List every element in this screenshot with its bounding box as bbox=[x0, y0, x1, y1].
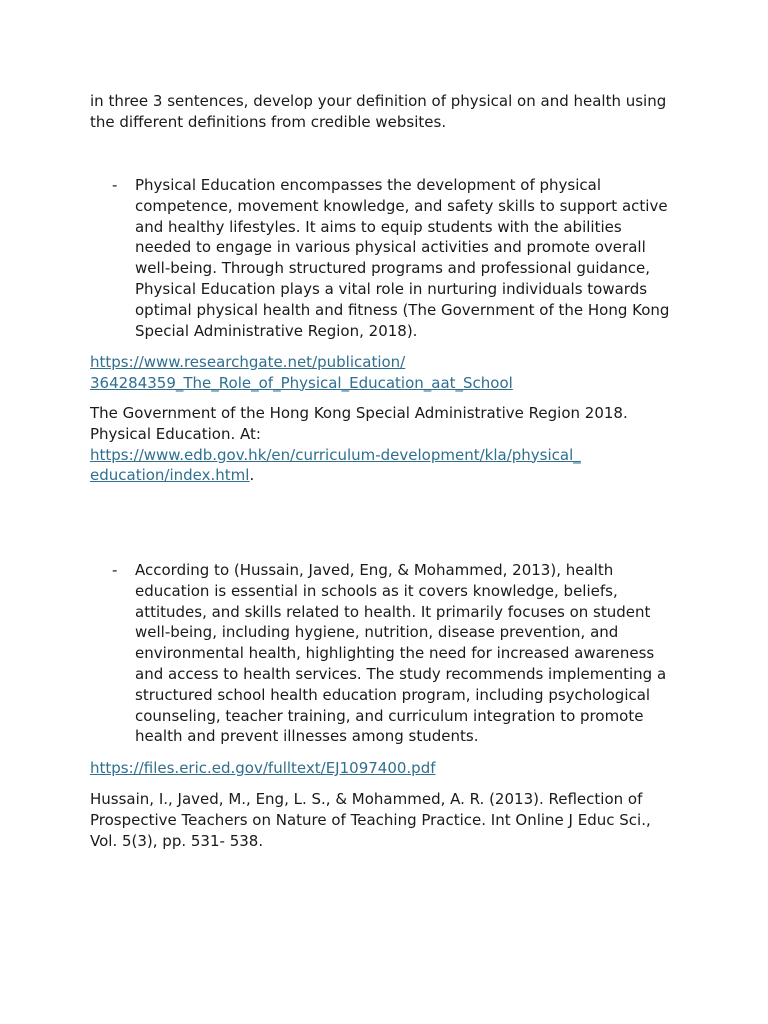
bullet-dash: - bbox=[112, 561, 118, 579]
bullet-line: and healthy lifestyles. It aims to equip students with the abilities bbox=[135, 217, 622, 236]
intro-line: in three 3 sentences, develop your definition of physical on and health using bbox=[90, 92, 667, 110]
reference-hk-government bbox=[90, 403, 690, 486]
reference-line: Physical Education. At: bbox=[90, 424, 261, 443]
reference-line: The Government of the Hong Kong Special Administrative Region 2018. bbox=[90, 404, 628, 422]
researchgate-link[interactable]: 364284359_The_Role_of_Physical_Education_aat_School bbox=[90, 373, 513, 392]
bullet-line: and access to health services. The study recommends implementing a bbox=[135, 664, 667, 683]
bullet-line: counseling, teacher training, and curriculum integration to promote bbox=[135, 706, 644, 725]
bullet-line: Special Administrative Region, 2018). bbox=[135, 321, 418, 340]
reference-line: Vol. 5(3), pp. 531- 538. bbox=[90, 831, 264, 850]
bullet-line: structured school health education program, including psychological bbox=[135, 685, 651, 704]
bullet-text bbox=[135, 175, 695, 341]
reference-period: . bbox=[249, 466, 255, 485]
bullet-line: education is essential in schools as it covers knowledge, beliefs, bbox=[135, 581, 618, 600]
bullet-text bbox=[135, 560, 695, 747]
reference-line: Hussain, I., Javed, M., Eng, L. S., & Mohammed, A. R. (2013). Reflection of bbox=[90, 790, 643, 808]
bullet-line: According to (Hussain, Javed, Eng, & Mohammed, 2013), health bbox=[135, 561, 614, 579]
edb-link[interactable]: education/index.html bbox=[90, 466, 250, 485]
bullet-line: environmental health, highlighting the need for increased awareness bbox=[135, 644, 655, 663]
eric-link[interactable]: https://files.eric.ed.gov/fulltext/EJ1097400.pdf bbox=[90, 759, 436, 777]
bullet-line: well-being. Through structured programs and professional guidance, bbox=[135, 259, 650, 278]
reference-line: Prospective Teachers on Nature of Teaching Practice. Int Online J Educ Sci., bbox=[90, 810, 651, 829]
bullet-line: needed to engage in various physical activities and promote overall bbox=[135, 238, 646, 257]
bullet-line: health and prevent illnesses among students. bbox=[135, 727, 479, 746]
intro-line: the different definitions from credible websites. bbox=[90, 112, 447, 131]
bullet-line: well-being, including hygiene, nutrition, disease prevention, and bbox=[135, 623, 619, 642]
bullet-line: optimal physical health and fitness (The Government of the Hong Kong bbox=[135, 300, 670, 319]
bullet-line: Physical Education plays a vital role in nurturing individuals towards bbox=[135, 279, 648, 298]
edb-link[interactable]: https://www.edb.gov.hk/en/curriculum-development/kla/physical_ bbox=[90, 445, 581, 464]
reference-hussain bbox=[90, 789, 690, 851]
bullet-line: attitudes, and skills related to health. It primarily focuses on student bbox=[135, 602, 651, 621]
bullet-line: competence, movement knowledge, and safety skills to support active bbox=[135, 196, 668, 215]
edb-link-line bbox=[90, 465, 690, 486]
researchgate-link-paragraph bbox=[90, 352, 690, 394]
researchgate-link[interactable]: https://www.researchgate.net/publication/ bbox=[90, 353, 406, 371]
intro-paragraph bbox=[90, 91, 690, 133]
bullet-dash: - bbox=[112, 176, 118, 194]
bullet-line: Physical Education encompasses the development of physical bbox=[135, 176, 601, 194]
eric-link-paragraph bbox=[90, 758, 690, 779]
